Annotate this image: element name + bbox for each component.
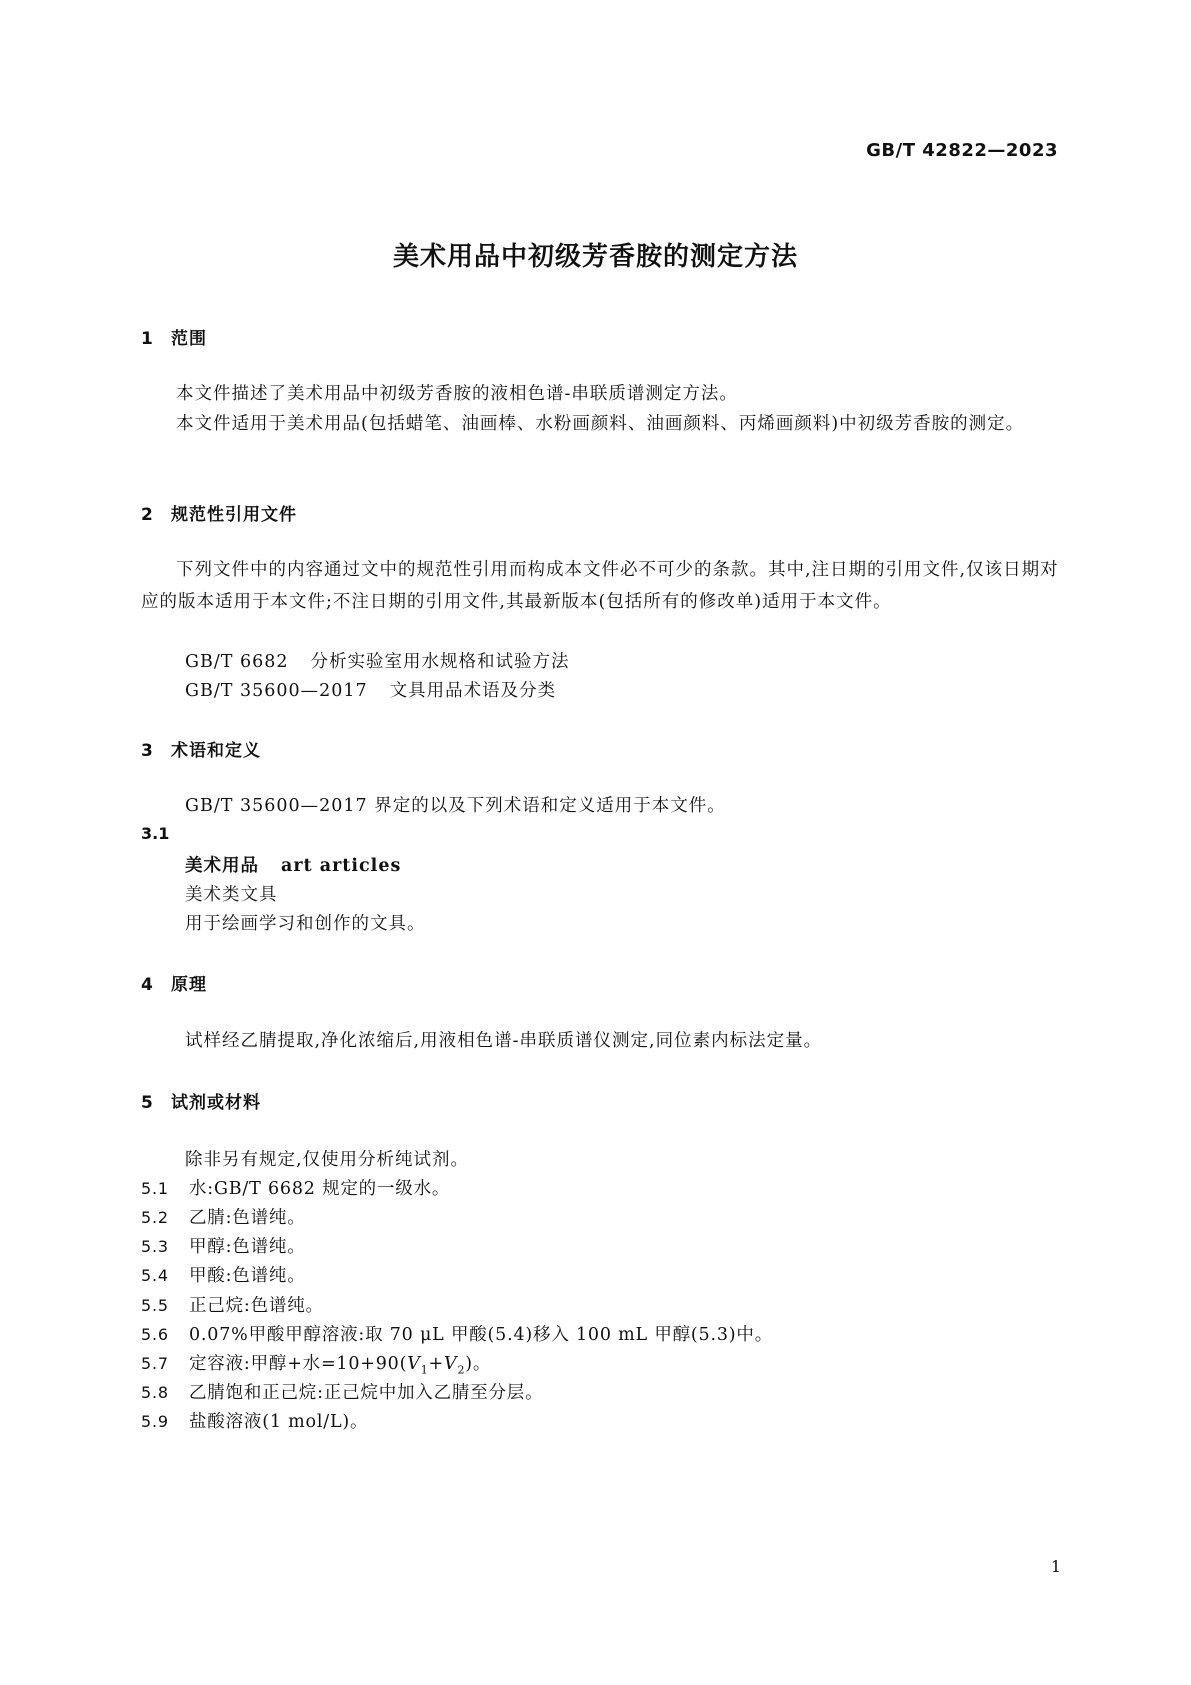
reagent-item bbox=[141, 1350, 491, 1377]
section-1-heading bbox=[141, 324, 207, 349]
section-4-title: 原理 bbox=[171, 975, 207, 995]
page-number: 1 bbox=[1050, 1557, 1061, 1576]
section-4-paragraph-1: 试样经乙腈提取,净化浓缩后,用液相色谱-串联质谱仪测定,同位素内标法定量。 bbox=[185, 1031, 823, 1051]
reagent-item bbox=[141, 1379, 543, 1404]
reference-code: GB/T 6682 bbox=[185, 652, 289, 672]
subscript: 2 bbox=[457, 1363, 466, 1377]
term-english: art articles bbox=[281, 856, 402, 876]
reagent-item bbox=[141, 1233, 306, 1258]
reagent-number: 5.5 bbox=[141, 1296, 169, 1315]
term-entry bbox=[185, 852, 401, 877]
reagent-text: 正己烷:色谱纯。 bbox=[189, 1296, 324, 1316]
section-1-title: 范围 bbox=[171, 329, 207, 349]
section-2-title: 规范性引用文件 bbox=[171, 505, 297, 525]
section-4-heading bbox=[141, 970, 207, 995]
section-3-number: 3 bbox=[141, 741, 154, 761]
reagent-text: 乙腈饱和正己烷:正己烷中加入乙腈至分层。 bbox=[189, 1383, 544, 1403]
reagent-text-suffix: )。 bbox=[465, 1354, 492, 1374]
section-5-title: 试剂或材料 bbox=[171, 1093, 261, 1113]
section-3-heading bbox=[141, 736, 261, 761]
normative-reference bbox=[185, 648, 570, 673]
section-4-number: 4 bbox=[141, 975, 154, 995]
reagent-number: 5.6 bbox=[141, 1325, 169, 1344]
reagent-text: 乙腈:色谱纯。 bbox=[189, 1208, 306, 1228]
reagent-text-prefix: 定容液:甲醇+水=10+90( bbox=[189, 1354, 408, 1374]
standard-code: GB/T 42822—2023 bbox=[866, 140, 1058, 161]
section-5-heading bbox=[141, 1088, 261, 1113]
section-3-title: 术语和定义 bbox=[171, 741, 261, 761]
reagent-number: 5.7 bbox=[141, 1354, 169, 1373]
section-2-paragraph-1: 下列文件中的内容通过文中的规范性引用而构成本文件必不可少的条款。其中,注日期的引用文件,仅该日期对应的版本适用于本文件;不注日期的引用文件,其最新版本(包括所有的修改单)适用于本文件。 bbox=[141, 560, 1059, 612]
reference-name: 文具用品术语及分类 bbox=[389, 681, 557, 701]
volume-variable: V bbox=[407, 1354, 421, 1374]
section-1-paragraph-2: 本文件适用于美术用品(包括蜡笔、油画棒、水粉画颜料、油画颜料、丙烯画颜料)中初级芳香胺的测定。 bbox=[176, 414, 1025, 434]
reagent-number: 5.9 bbox=[141, 1412, 169, 1431]
clause-number: 3.1 bbox=[141, 824, 170, 843]
reagent-text: 甲醇:色谱纯。 bbox=[189, 1237, 306, 1257]
plus-sign: + bbox=[428, 1354, 444, 1374]
section-1-number: 1 bbox=[141, 329, 154, 349]
reagent-item bbox=[141, 1175, 450, 1200]
reference-code: GB/T 35600—2017 bbox=[185, 681, 368, 701]
reagent-number: 5.4 bbox=[141, 1266, 169, 1285]
term-chinese: 美术用品 bbox=[185, 856, 259, 876]
reagent-text: 盐酸溶液(1 mol/L)。 bbox=[189, 1412, 369, 1432]
volume-variable: V bbox=[443, 1354, 458, 1374]
reagent-item bbox=[141, 1408, 368, 1433]
reagent-item bbox=[141, 1321, 773, 1346]
reagent-item bbox=[141, 1292, 324, 1317]
reagent-number: 5.2 bbox=[141, 1208, 169, 1227]
reagent-number: 5.3 bbox=[141, 1237, 169, 1256]
section-2-number: 2 bbox=[141, 505, 154, 525]
normative-reference bbox=[185, 677, 556, 702]
subscript: 1 bbox=[420, 1363, 429, 1377]
reference-name: 分析实验室用水规格和试验方法 bbox=[310, 652, 570, 672]
reagent-item bbox=[141, 1262, 306, 1287]
term-synonym: 美术类文具 bbox=[185, 885, 278, 905]
reagent-number: 5.8 bbox=[141, 1383, 169, 1402]
reagent-item bbox=[141, 1204, 306, 1229]
reagent-number: 5.1 bbox=[141, 1179, 169, 1198]
section-3-paragraph-1: GB/T 35600—2017 界定的以及下列术语和定义适用于本文件。 bbox=[185, 796, 726, 816]
reagent-text: 0.07%甲酸甲醇溶液:取 70 μL 甲酸(5.4)移入 100 mL 甲醇(5.3)中。 bbox=[189, 1325, 774, 1345]
reagent-text: 甲酸:色谱纯。 bbox=[189, 1266, 306, 1286]
document-title: 美术用品中初级芳香胺的测定方法 bbox=[392, 242, 798, 272]
reagent-text: 水:GB/T 6682 规定的一级水。 bbox=[189, 1179, 451, 1199]
term-definition: 用于绘画学习和创作的文具。 bbox=[185, 914, 426, 934]
section-5-number: 5 bbox=[141, 1093, 154, 1113]
section-2-heading bbox=[141, 500, 297, 525]
section-5-intro: 除非另有规定,仅使用分析纯试剂。 bbox=[185, 1150, 470, 1170]
section-1-paragraph-1: 本文件描述了美术用品中初级芳香胺的液相色谱-串联质谱测定方法。 bbox=[176, 384, 738, 404]
